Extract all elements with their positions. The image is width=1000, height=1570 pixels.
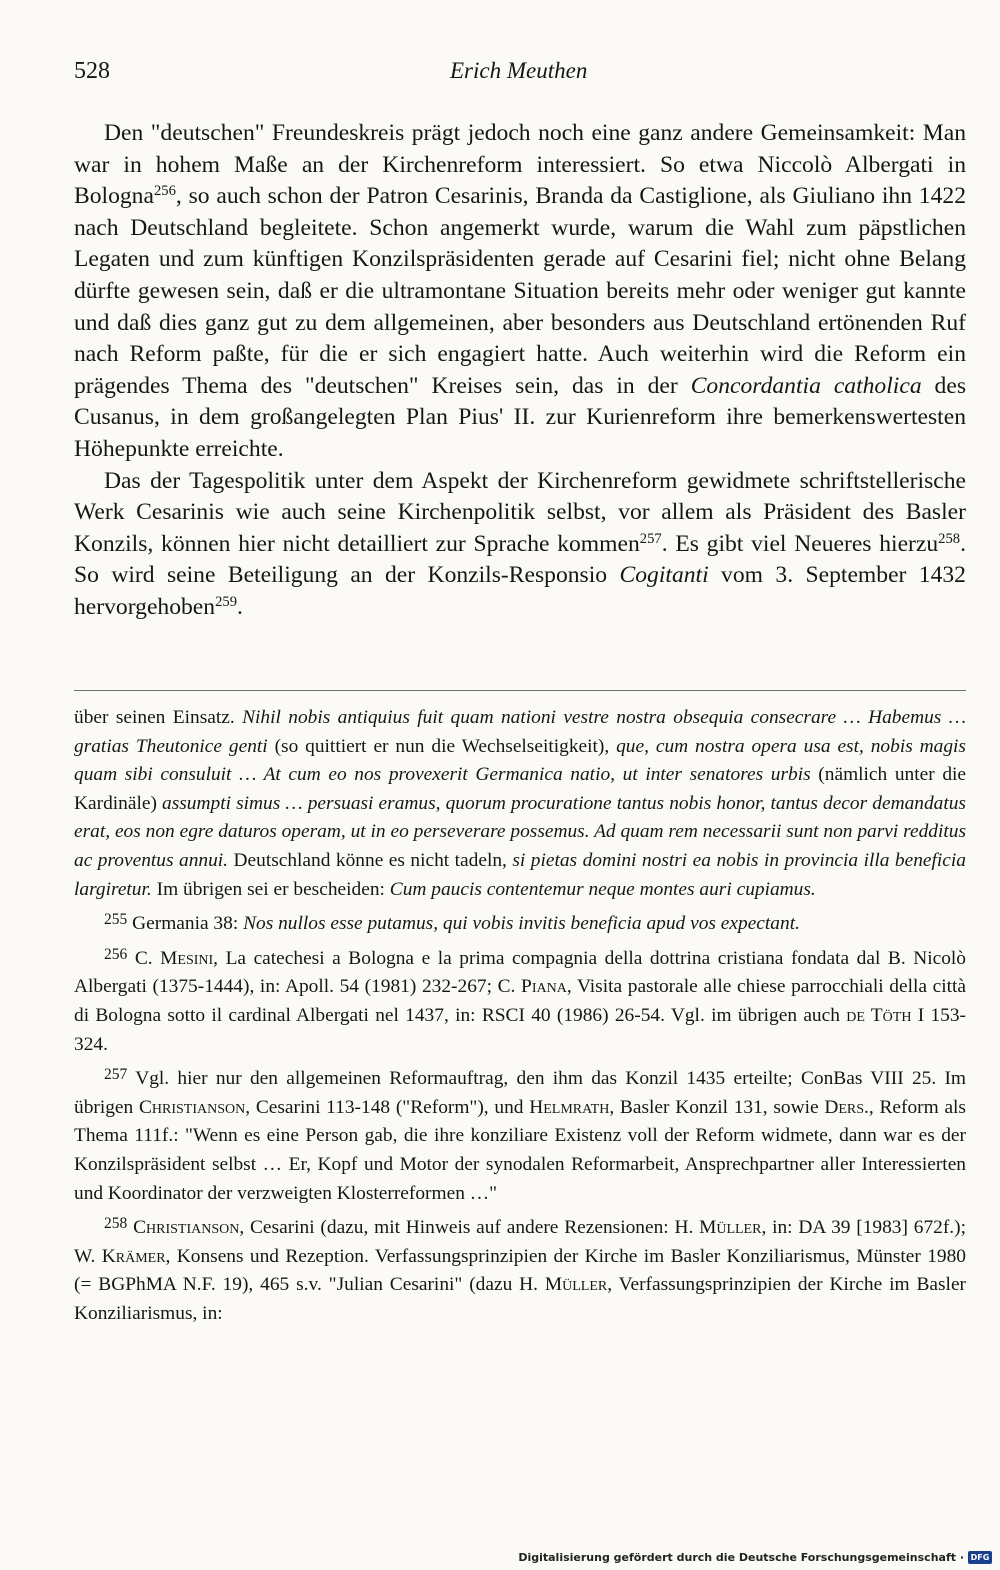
paragraph-2: [74, 466, 966, 624]
latin-quote: que, cum nostra opera usa est, nobis magis quam sibi consuluit … At cum eo nos provexerit Germanica natio, ut inter senatores urbis: [74, 735, 966, 786]
latin-quote: Nihil nobis antiquius fuit quam nationi vestre nostra obsequia consecrare … Habemus … gratias Theutonice genti: [74, 707, 966, 757]
text-run: , Reform als Thema 111f.: "Wenn es eine Person gab, die ihre konziliare Existenz voll der Reform widmete, dann war es der Konzilspräsident selbst … Er, Kopf und Motor der synodalen Reformarbeit, Ansprechpartner aller Interessierten und Koordinator der verzweigten Klosterreformen …": [74, 1096, 966, 1204]
text-run: . Es gibt viel Neueres hierzu: [661, 530, 939, 557]
footnote-256: [74, 945, 966, 1059]
text-run: .: [237, 593, 243, 620]
text-run: , Basler Konzil 131, sowie: [609, 1096, 825, 1118]
text-run: Vgl. hier nur den allgemeinen Reformauftrag, den ihm das Konzil 1435 erteilte; ConBas VIII 25. Im übrigen: [74, 1068, 966, 1118]
footnote-number: 256: [104, 945, 128, 963]
text-run: des Cusanus, in dem großangelegten Plan Pius' II. zur Kurienreform ihre bemerkenswertesten Höhepunkte erreichte.: [74, 372, 966, 462]
digitization-credit: [518, 1551, 992, 1564]
page-header: [74, 58, 966, 90]
text-run: , so auch schon der Patron Cesarinis, Branda da Castiglione, als Giuliano ihn 1422 nach Deutschland begleitete. Schon angemerkt wurde, warum die Wahl zum päpstlichen Legaten und zum künftigen Konzilspräsidenten gerade auf Cesarini fiel; nicht ohne Belang dürfte gewesen sein, daß er die ultramontane Situation bereits mehr oder weniger gut kannte und daß dies ganz gut zu dem allgemeinen, aber besonders aus Deutschland ertönenden Ruf nach Reform paßte, für die er sich engagiert hatte. Auch weiterhin wird die Reform ein prägendes Thema des "deutschen" Kreises sein, das in der: [74, 183, 966, 399]
footnote-255: [74, 910, 966, 939]
text-run: , Verfassungsprinzipien der Kirche im Basler Konziliarismus, in:: [74, 1274, 967, 1324]
author-name: Piana: [521, 976, 567, 998]
author-name: Müller: [544, 1274, 608, 1296]
author-name: Helmrath: [529, 1096, 610, 1118]
author-name: Müller: [699, 1217, 762, 1239]
footnote-257: [74, 1065, 966, 1208]
text-run: , in: DA 39 [1983] 672f.); W.: [74, 1217, 966, 1267]
text-run: Deutschland könne es nicht tadeln,: [228, 849, 513, 871]
author-name: Christianson: [127, 1217, 240, 1239]
credit-text: Digitalisierung gefördert durch die Deutsche Forschungsgemeinschaft ·: [518, 1551, 964, 1564]
footnote-ref-257[interactable]: 257: [639, 530, 662, 547]
running-head: Erich Meuthen: [450, 58, 588, 83]
text-run: , Cesarini (dazu, mit Hinweis auf andere Rezensionen: H.: [239, 1217, 700, 1239]
text-run: , La catechesi a Bologna e la prima compagnia della dottrina cristiana fondata dal B. Nicolò Albergati (1375-1444), in: Apoll. 54 (1981) 232-267; C.: [74, 947, 966, 998]
text-run: Den "deutschen" Freundeskreis prägt jedoch noch eine ganz andere Gemeinsamkeit: Man war in hohem Maße an der Kirchenreform interessiert. So etwa Niccolò Albergati in Bologna: [74, 120, 966, 210]
footnotes: [74, 704, 966, 1328]
text-run: (nämlich unter die Kardinäle): [74, 764, 967, 814]
main-text: [74, 118, 966, 624]
author-name: Christianson: [138, 1096, 246, 1118]
latin-quote: si pietas domini nostri ea nobis in provincia illa beneficia largiretur.: [74, 849, 966, 900]
text-run: , Visita pastorale alle chiese parrocchiali della città di Bologna sotto il cardinal Albergati nel 1437, in: RSCI 40 (1986) 26-54. Vgl. im übrigen auch: [74, 976, 966, 1026]
text-run: , Konsens und Rezeption. Verfassungsprinzipien der Kirche im Basler Konziliarismus, Münster 1980 (= BGPhMA N.F. 19), 465 s.v. "Julian Cesarini" (dazu H.: [74, 1245, 966, 1296]
footnote-ref-258[interactable]: 258: [938, 530, 961, 547]
footnote-continuation: [74, 704, 966, 904]
footnote-ref-256[interactable]: 256: [153, 183, 176, 200]
author-name: Mesini: [160, 947, 214, 969]
latin-quote: Nos nullos esse putamus, qui vobis invitis beneficia apud vos expectant.: [243, 913, 800, 935]
footnote-number: 258: [104, 1215, 128, 1233]
paragraph-1: [74, 118, 966, 466]
footnote-ref-259[interactable]: 259: [215, 593, 238, 610]
text-run: Im übrigen sei er bescheiden:: [151, 878, 390, 900]
author-name: de Töth: [846, 1004, 912, 1026]
footnote-258: [74, 1214, 966, 1328]
text-run: über seinen Einsatz.: [74, 707, 243, 728]
footnote-number: 257: [104, 1066, 128, 1084]
latin-quote: Cum paucis contentemur neque montes auri cupiamus.: [389, 878, 816, 900]
text-run: Das der Tagespolitik unter dem Aspekt der Kirchenreform gewidmete schriftstellerische Werk Cesarinis wie auch seine Kirchenpolitik selbst, vor allem als Präsident des Basler Konzils, können hier nicht detailliert zur Sprache kommen: [74, 467, 966, 557]
author-name: Krämer: [101, 1245, 166, 1267]
text-run: vom 3. September 1432 hervorgehoben: [74, 562, 966, 620]
footnote-number: 255: [104, 911, 128, 929]
text-run: (so quittiert er nun die Wechselseitigkeit),: [267, 735, 617, 757]
text-run: Germania 38:: [127, 913, 244, 935]
text-run: . So wird seine Beteiligung an der Konzils-Responsio: [74, 530, 967, 589]
latin-quote: assumpti simus … persuasi eramus, quorum procuratione tantus nobis honor, tantus decor demandatus erat, eos non egre daturos operam, ut in eo perseverare possemus. Ad quam rem necessarii sunt non parvi redditus ac proventus annui.: [74, 792, 966, 871]
text-run: , Cesarini 113-148 ("Reform"), und: [245, 1096, 530, 1118]
footnote-divider: [74, 690, 966, 691]
dfg-logo-icon[interactable]: DFG: [968, 1551, 992, 1564]
text-run: C.: [127, 947, 161, 969]
text-run: I 153-324.: [74, 1004, 966, 1055]
italic-title: Cogitanti: [619, 562, 709, 589]
page-number: 528: [74, 58, 110, 84]
author-name: Ders.: [824, 1096, 869, 1118]
italic-title: Concordantia catholica: [690, 372, 922, 399]
